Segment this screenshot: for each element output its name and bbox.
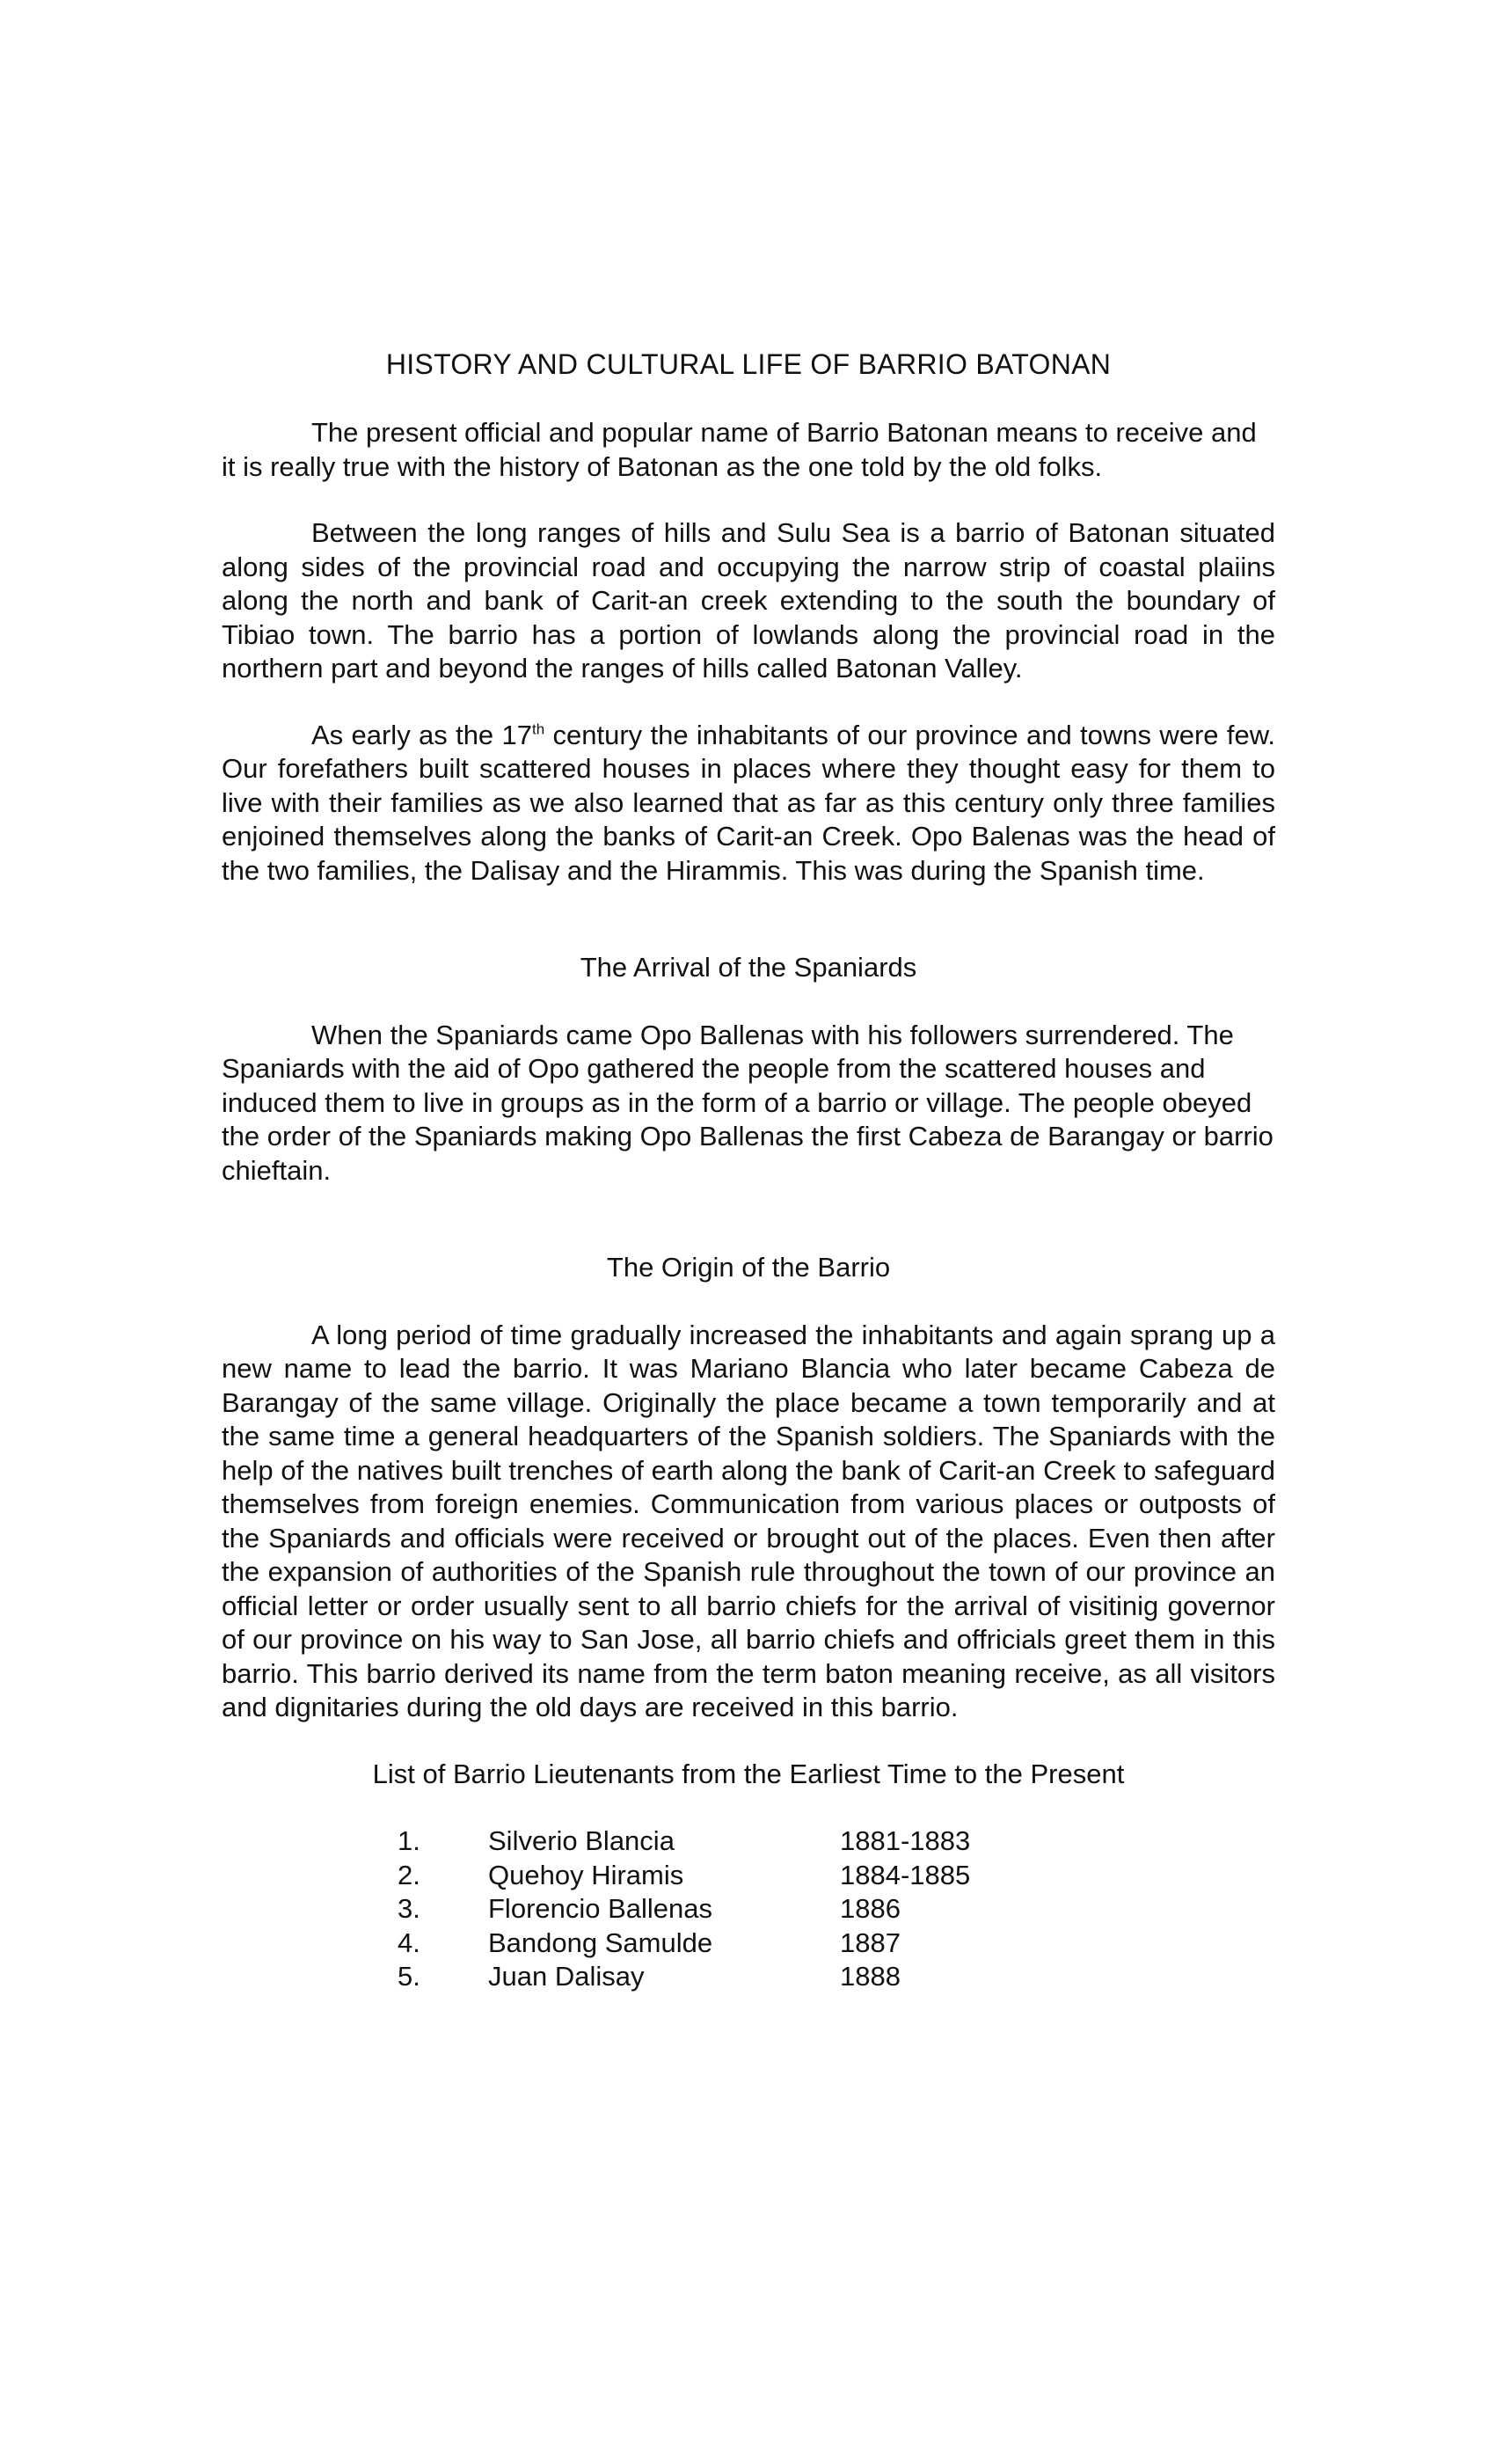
century-text-before: As early as the 17 [311, 719, 532, 750]
list-item-number: 5. [398, 1961, 420, 1992]
list-item-years: 1888 [840, 1961, 901, 1992]
intro-paragraph-2: Between the long ranges of hills and Sulu Sea is a barrio of Batonan situated along sides of the provincial road and occupying the narrow strip of coastal plaiins along the north and bank of Carit-an creek extending to the south the boundary of Tibiao town. The barrio has a portion of lowlands along the provincial road in the northern part and beyond the ranges of hills called Batonan Valley. [222, 517, 1275, 684]
list-item-number: 2. [398, 1859, 420, 1890]
list-item [222, 1927, 1275, 1961]
list-item-name: Silverio Blancia [488, 1825, 675, 1856]
list-item-number: 4. [398, 1927, 420, 1958]
section-paragraph-arrival: When the Spaniards came Opo Ballenas with his followers surrendered. The Spaniards with the aid of Opo gathered the people from the scattered houses and induced them to live in groups as in the form of a barrio or village. The people obeyed the order of the Spaniards making Opo Ballenas the first Cabeza de Barangay or barrio chieftain. [222, 1019, 1273, 1186]
list-item-years: 1887 [840, 1927, 901, 1958]
list-item [222, 1892, 1275, 1927]
section-paragraph-origin: A long period of time gradually increased the inhabitants and again sprang up a new name to lead the barrio. It was Mariano Blancia who later became Cabeza de Barangay of the same village. Originally the place became a town temporarily and at the same time a general headquarters of the Spanish soldiers. The Spaniards with the help of the natives built trenches of earth along the bank of Carit-an Creek to safeguard themselves from foreign enemies. Communication from various places or outposts of the Spaniards and officials were received or brought out of the places. Even then after the expansion of authorities of the Spanish rule throughout the town of our province an official letter or order usually sent to all barrio chiefs for the arrival of visitinig governor of our province on his way to San Jose, all barrio chiefs and offricials greet them in this barrio. This barrio derived its name from the term baton meaning receive, as all visitors and dignitaries during the old days are received in this barrio. [222, 1319, 1275, 1722]
century-text-after: century the inhabitants of our province and towns were few. Our forefathers built scattered houses in places where they thought easy for them to live with their families as we also learned that as far as this century only three families enjoined themselves along the banks of Carit-an Creek. Opo Balenas was the head of the two families, the Dalisay and the Hirammis. This was during the Spanish time. [222, 719, 1276, 886]
century-paragraph [222, 719, 1275, 888]
list-item-name: Quehoy Hiramis [488, 1859, 684, 1890]
lieutenants-heading: List of Barrio Lieutenants from the Earliest Time to the Present [372, 1758, 1125, 1789]
list-item-number: 1. [398, 1825, 420, 1856]
century-superscript: th [532, 720, 545, 738]
section-heading-arrival: The Arrival of the Spaniards [580, 952, 917, 983]
list-item-name: Florencio Ballenas [488, 1893, 713, 1924]
list-item-name: Juan Dalisay [488, 1961, 645, 1992]
list-item-years: 1884-1885 [840, 1859, 971, 1890]
document-page [222, 347, 1275, 1994]
list-item-name: Bandong Samulde [488, 1927, 713, 1958]
list-item-years: 1886 [840, 1893, 901, 1924]
lieutenants-list [222, 1824, 1275, 1994]
list-item-number: 3. [398, 1893, 420, 1924]
document-title: HISTORY AND CULTURAL LIFE OF BARRIO BATONAN [385, 348, 1112, 380]
intro-paragraph-1: The present official and popular name of Barrio Batonan means to receive and it is really true with the history of Batonan as the one told by the old folks. [222, 417, 1257, 482]
list-item [222, 1960, 1275, 1994]
list-item [222, 1824, 1275, 1859]
list-item [222, 1859, 1275, 1893]
list-item-years: 1881-1883 [840, 1825, 971, 1856]
section-heading-origin: The Origin of the Barrio [606, 1252, 891, 1283]
